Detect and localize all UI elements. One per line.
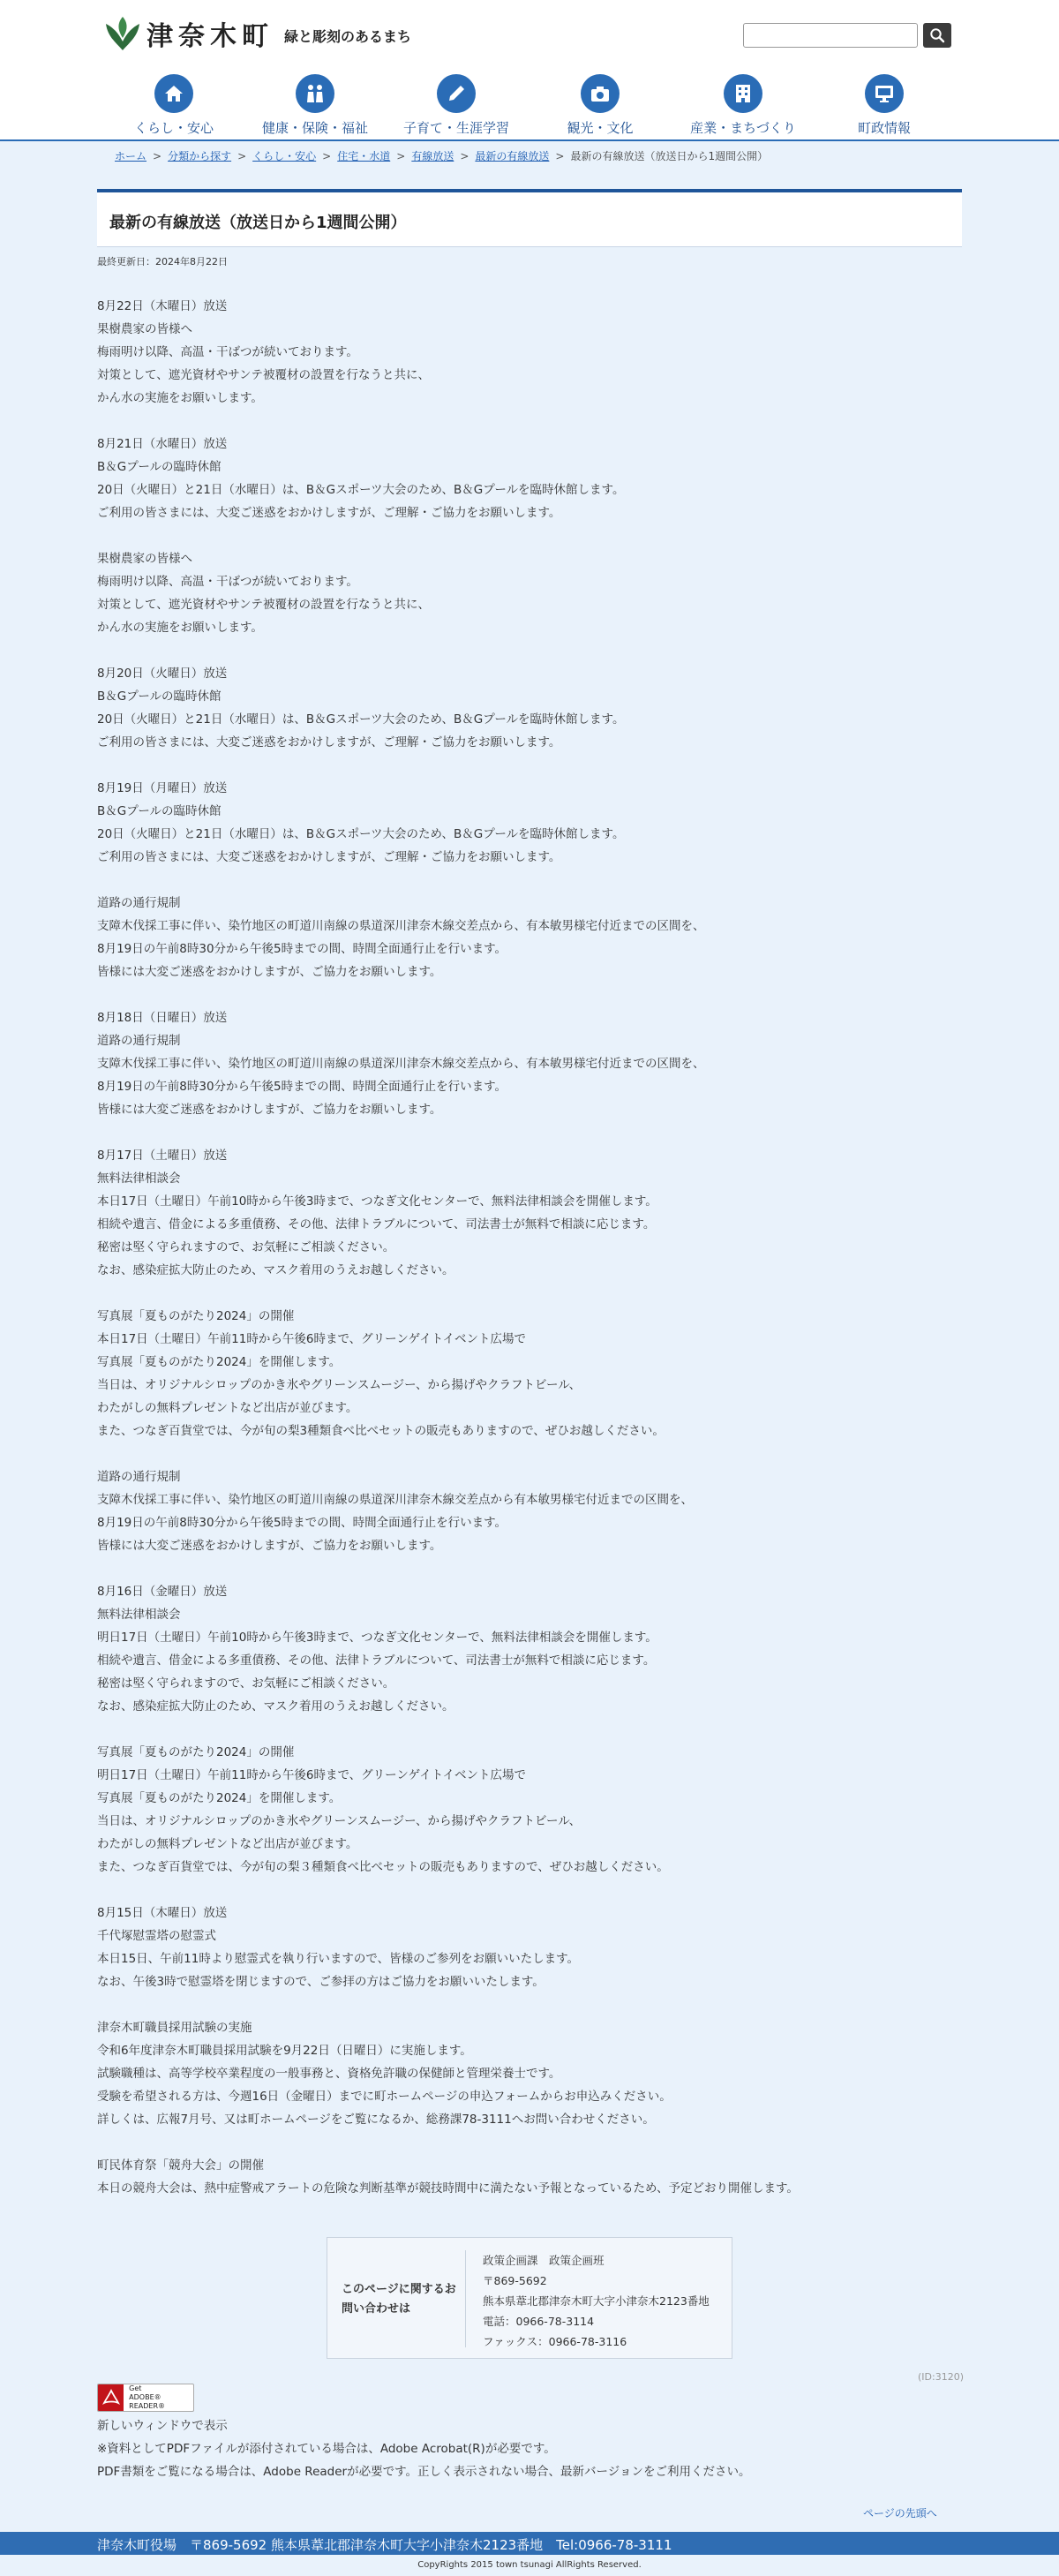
notice-heading: 写真展「夏ものがたり2024」の開催 <box>97 1745 295 1759</box>
house-icon <box>162 82 185 105</box>
search-input[interactable] <box>743 23 918 48</box>
notice-line: 8月19日の午前8時30分から午後5時までの間、時間全面通行止を行います。 <box>97 1080 507 1094</box>
contact-fax: ファックス：0966-78-3116 <box>483 2335 627 2348</box>
breadcrumb-housing[interactable]: 住宅・水道 <box>337 150 391 162</box>
notice-line: 皆様には大変ご迷惑をおかけしますが、ご協力をお願いします。 <box>97 1103 442 1117</box>
notice-line: 皆様には大変ご迷惑をおかけしますが、ご協力をお願いします。 <box>97 965 442 979</box>
search-icon <box>929 27 945 43</box>
contact-info <box>483 2250 710 2352</box>
notice-line: また、つなぎ百貨堂では、今が旬の梨３種類食べ比べセットの販売もありますので、ぜひお越しください。 <box>97 1860 669 1874</box>
notice-line: また、つなぎ百貨堂では、今が旬の梨3種類食べ比べセットの販売もありますので、ぜひお越しください。 <box>97 1424 665 1438</box>
notice-line: 当日は、オリジナルシロップのかき氷やグリーンスムージー、から揚げやクラフトビール、 <box>97 1814 582 1828</box>
notice-heading: 8月18日（日曜日）放送 <box>97 1011 228 1025</box>
notice-line: B＆Gプールの臨時休館 <box>97 804 222 818</box>
notice-line: ご利用の皆さまには、大変ご迷惑をおかけしますが、ご理解・ご協力をお願いします。 <box>97 735 561 749</box>
notice-line: 無料法律相談会 <box>97 1608 181 1622</box>
notice-line: 対策として、遮光資材やサンテ被覆材の設置を行なうと共に、 <box>97 598 431 612</box>
notice-line: わたがしの無料プレゼントなど出店が並びます。 <box>97 1401 358 1415</box>
notice-line: 本日17日（土曜日）午前11時から午後6時まで、グリーンゲイトイベント広場で <box>97 1332 527 1346</box>
breadcrumb-living[interactable]: くらし・安心 <box>252 150 317 162</box>
notice-heading: 8月16日（金曜日）放送 <box>97 1585 228 1599</box>
nav-item-childcare[interactable] <box>382 74 530 138</box>
notice-line: ご利用の皆さまには、大変ご迷惑をおかけしますが、ご理解・ご協力をお願いします。 <box>97 506 561 520</box>
broadcast-list <box>97 295 971 2223</box>
broadcast-notice <box>97 1465 971 1557</box>
notice-line: 皆様には大変ご迷惑をおかけしますが、ご協力をお願いします。 <box>97 1539 442 1553</box>
notice-line: 写真展「夏ものがたり2024」を開催します。 <box>97 1791 342 1805</box>
breadcrumb-separator: > <box>460 149 469 162</box>
broadcast-notice <box>97 1144 971 1282</box>
broadcast-notice <box>97 295 971 410</box>
site-logo[interactable] <box>104 14 411 53</box>
notice-line: 秘密は堅く守られますので、お気軽にご相談ください。 <box>97 1676 395 1691</box>
notice-line: 20日（火曜日）と21日（水曜日）は、B＆Gスポーツ大会のため、B＆Gプールを臨時休館します。 <box>97 483 625 497</box>
contact-postal-code: 〒869-5692 <box>483 2274 547 2287</box>
notice-line: 本日17日（土曜日）午前10時から午後3時まで、つなぎ文化センターで、無料法律相談会を開催します。 <box>97 1194 657 1209</box>
notice-line: 支障木伐採工事に伴い、染竹地区の町道川南線の県道深川津奈木線交差点から有本敏男様宅付近までの区間を、 <box>97 1493 693 1507</box>
broadcast-notice <box>97 433 971 524</box>
notice-line: 無料法律相談会 <box>97 1171 181 1186</box>
notice-heading: 道路の通行規制 <box>97 1470 181 1484</box>
notice-heading: 道路の通行規制 <box>97 896 181 910</box>
breadcrumb-separator: > <box>153 149 162 162</box>
nav-item-tourism[interactable] <box>526 74 674 138</box>
breadcrumb-broadcast[interactable]: 有線放送 <box>411 150 454 162</box>
notice-line: 千代塚慰霊塔の慰霊式 <box>97 1929 216 1943</box>
notice-line: 詳しくは、広報7月号、又は町ホームページをご覧になるか、総務課78-3111へお問い合わせください。 <box>97 2113 655 2127</box>
broadcast-notice <box>97 547 971 639</box>
notice-line: 受験を希望される方は、今週16日（金曜日）までに町ホームページの申込フォームからお申込みください。 <box>97 2090 672 2104</box>
town-emblem-icon <box>104 15 141 52</box>
notice-line: 支障木伐採工事に伴い、染竹地区の町道川南線の県道深川津奈木線交差点から、有本敏男様宅付近までの区間を、 <box>97 919 705 933</box>
breadcrumb-latest[interactable]: 最新の有線放送 <box>475 150 550 162</box>
broadcast-notice <box>97 1741 971 1879</box>
notice-heading: 町民体育祭「競舟大会」の開催 <box>97 2158 264 2173</box>
nav-label: くらし・安心 <box>133 120 214 136</box>
notice-line: 本日の競舟大会は、熱中症警戒アラートの危険な判断基準が競技時間中に満たない予報となっているため、予定どおり開催します。 <box>97 2181 799 2196</box>
site-search <box>743 23 951 48</box>
notice-line: わたがしの無料プレゼントなど出店が並びます。 <box>97 1837 358 1851</box>
pdf-notes <box>97 2414 750 2483</box>
global-nav <box>0 71 1059 141</box>
notice-line: かん水の実施をお願いします。 <box>97 391 263 405</box>
notice-line: なお、感染症拡大防止のため、マスク着用のうえお越しください。 <box>97 1263 454 1277</box>
contact-box <box>327 2237 732 2359</box>
notice-heading: 8月20日（火曜日）放送 <box>97 667 228 681</box>
notice-line: なお、感染症拡大防止のため、マスク着用のうえお越しください。 <box>97 1699 454 1714</box>
new-window-note: 新しいウィンドウで表示 <box>97 2419 228 2433</box>
contact-heading: このページに関するお問い合わせは <box>342 2283 456 2316</box>
breadcrumb-category[interactable]: 分類から探す <box>168 150 232 162</box>
copyright: CopyRights 2015 town tsunagi AllRights Reserved. <box>417 2560 642 2570</box>
nav-item-industry[interactable] <box>669 74 817 138</box>
notice-heading: 8月21日（水曜日）放送 <box>97 437 228 451</box>
broadcast-notice <box>97 1006 971 1121</box>
notice-line: 対策として、遮光資材やサンテ被覆材の設置を行なうと共に、 <box>97 368 431 382</box>
notice-line: 梅雨明け以降、高温・干ばつが続いております。 <box>97 345 358 359</box>
notice-line: B＆Gプールの臨時休館 <box>97 460 222 474</box>
notice-line: 8月19日の午前8時30分から午後5時までの間、時間全面通行止を行います。 <box>97 942 507 956</box>
notice-line: 令和6年度津奈木町職員採用試験を9月22日（日曜日）に実施します。 <box>97 2044 472 2058</box>
notice-line: 相続や遺言、借金による多重債務、その他、法律トラブルについて、司法書士が無料で相談に応じます。 <box>97 1217 656 1232</box>
contact-divider <box>465 2250 466 2347</box>
breadcrumb-separator: > <box>396 149 406 162</box>
breadcrumb <box>115 148 768 163</box>
building-icon <box>732 82 755 105</box>
notice-heading: 8月15日（木曜日）放送 <box>97 1906 228 1920</box>
notice-line: 本日15日、午前11時より慰霊式を執り行いますので、皆様のご参列をお願いいたします。 <box>97 1952 580 1966</box>
search-button[interactable] <box>923 23 951 48</box>
notice-line: 梅雨明け以降、高温・干ばつが続いております。 <box>97 575 358 589</box>
footer-address: 津奈木町役場 〒869-5692 熊本県葦北郡津奈木町大字小津奈木2123番地 Tel:0966-78-3111 <box>97 2537 672 2553</box>
notice-line: 20日（火曜日）と21日（水曜日）は、B＆Gスポーツ大会のため、B＆Gプールを臨時休館します。 <box>97 712 625 727</box>
contact-phone: 電話：0966-78-3114 <box>483 2315 595 2328</box>
breadcrumb-separator: > <box>237 149 247 162</box>
reader-required-note: PDF書類をご覧になる場合は、Adobe Readerが必要です。正しく表示されない場合、最新バージョンをご利用ください。 <box>97 2465 751 2479</box>
notice-line: 秘密は堅く守られますので、お気軽にご相談ください。 <box>97 1240 395 1254</box>
notice-line: 8月19日の午前8時30分から午後5時までの間、時間全面通行止を行います。 <box>97 1516 507 1530</box>
site-tagline: 緑と彫刻のあるまち <box>284 27 412 45</box>
broadcast-notice <box>97 1902 971 1993</box>
notice-line: 明日17日（土曜日）午前10時から午後3時まで、つなぎ文化センターで、無料法律相談会を開催します。 <box>97 1631 657 1645</box>
notice-heading: 果樹農家の皆様へ <box>97 552 192 566</box>
broadcast-notice <box>97 892 971 983</box>
notice-line: 写真展「夏ものがたり2024」を開催します。 <box>97 1355 342 1369</box>
nav-label: 町政情報 <box>857 120 911 136</box>
nav-label: 産業・まちづくり <box>690 120 796 136</box>
notice-heading: 津奈木町職員採用試験の実施 <box>97 2021 252 2035</box>
notice-heading: 写真展「夏ものがたり2024」の開催 <box>97 1309 295 1323</box>
contact-address: 熊本県葦北郡津奈木町大字小津奈木2123番地 <box>483 2294 710 2308</box>
page-title: 最新の有線放送（放送日から1週間公開） <box>109 214 407 232</box>
breadcrumb-current: 最新の有線放送（放送日から1週間公開） <box>570 150 769 162</box>
reader-get: Get <box>129 2384 142 2392</box>
footer-bar <box>0 2532 1059 2555</box>
notice-line: B＆Gプールの臨時休館 <box>97 689 222 704</box>
last-updated: 最終更新日：2024年8月22日 <box>97 256 228 267</box>
nav-label: 観光・文化 <box>567 120 634 136</box>
breadcrumb-home[interactable]: ホーム <box>115 150 147 162</box>
adobe-reader-icon <box>102 2389 120 2407</box>
notice-heading: 8月17日（土曜日）放送 <box>97 1149 228 1163</box>
site-header <box>0 0 1059 71</box>
monitor-icon <box>873 82 896 105</box>
page-top-link[interactable]: ページの先頭へ <box>863 2507 937 2520</box>
family-icon <box>304 82 327 105</box>
nav-item-town-administration[interactable] <box>810 74 958 138</box>
notice-line: ご利用の皆さまには、大変ご迷惑をおかけしますが、ご理解・ご協力をお願いします。 <box>97 850 561 864</box>
contact-department: 政策企画課 政策企画班 <box>483 2254 605 2267</box>
notice-line: かん水の実施をお願いします。 <box>97 621 263 635</box>
nav-label: 健康・保険・福祉 <box>261 120 368 136</box>
page-id: (ID:3120) <box>918 2371 964 2383</box>
nav-item-living[interactable] <box>100 74 248 138</box>
page-title-box <box>97 189 962 247</box>
notice-line: 当日は、オリジナルシロップのかき氷やグリーンスムージー、から揚げやクラフトビール、 <box>97 1378 582 1392</box>
reader-brand: ADOBE® READER® <box>129 2393 166 2410</box>
notice-line: 果樹農家の皆様へ <box>97 322 192 336</box>
site-name: 津奈木町 <box>146 21 274 52</box>
broadcast-notice <box>97 1305 971 1442</box>
broadcast-notice <box>97 777 971 869</box>
pencil-icon <box>445 82 468 105</box>
notice-line: 試験職種は、高等学校卒業程度の一般事務と、資格免許職の保健師と管理栄養士です。 <box>97 2067 561 2081</box>
nav-item-health[interactable] <box>241 74 389 138</box>
notice-heading: 8月22日（木曜日）放送 <box>97 299 228 313</box>
pdf-required-note: ※資料としてPDFファイルが添付されている場合は、Adobe Acrobat(R)が必要です。 <box>97 2442 556 2456</box>
nav-label: 子育て・生涯学習 <box>402 120 509 136</box>
notice-line: 支障木伐採工事に伴い、染竹地区の町道川南線の県道深川津奈木線交差点から、有本敏男様宅付近までの区間を、 <box>97 1057 705 1071</box>
breadcrumb-separator: > <box>322 149 332 162</box>
notice-line: 相続や遺言、借金による多重債務、その他、法律トラブルについて、司法書士が無料で相談に応じます。 <box>97 1653 656 1668</box>
adobe-reader-link[interactable] <box>97 2384 194 2412</box>
notice-line: 明日17日（土曜日）午前11時から午後6時まで、グリーンゲイトイベント広場で <box>97 1768 527 1782</box>
broadcast-notice <box>97 1580 971 1718</box>
camera-icon <box>589 82 612 105</box>
broadcast-notice <box>97 662 971 754</box>
breadcrumb-separator: > <box>555 149 565 162</box>
notice-line: なお、午後3時で慰霊塔を閉じますので、ご参拝の方はご協力をお願いいたします。 <box>97 1975 545 1989</box>
notice-line: 20日（火曜日）と21日（水曜日）は、B＆Gスポーツ大会のため、B＆Gプールを臨時休館します。 <box>97 827 625 841</box>
notice-line: 道路の通行規制 <box>97 1034 181 1048</box>
notice-heading: 8月19日（月曜日）放送 <box>97 781 228 795</box>
broadcast-notice <box>97 2154 971 2200</box>
broadcast-notice <box>97 2016 971 2131</box>
